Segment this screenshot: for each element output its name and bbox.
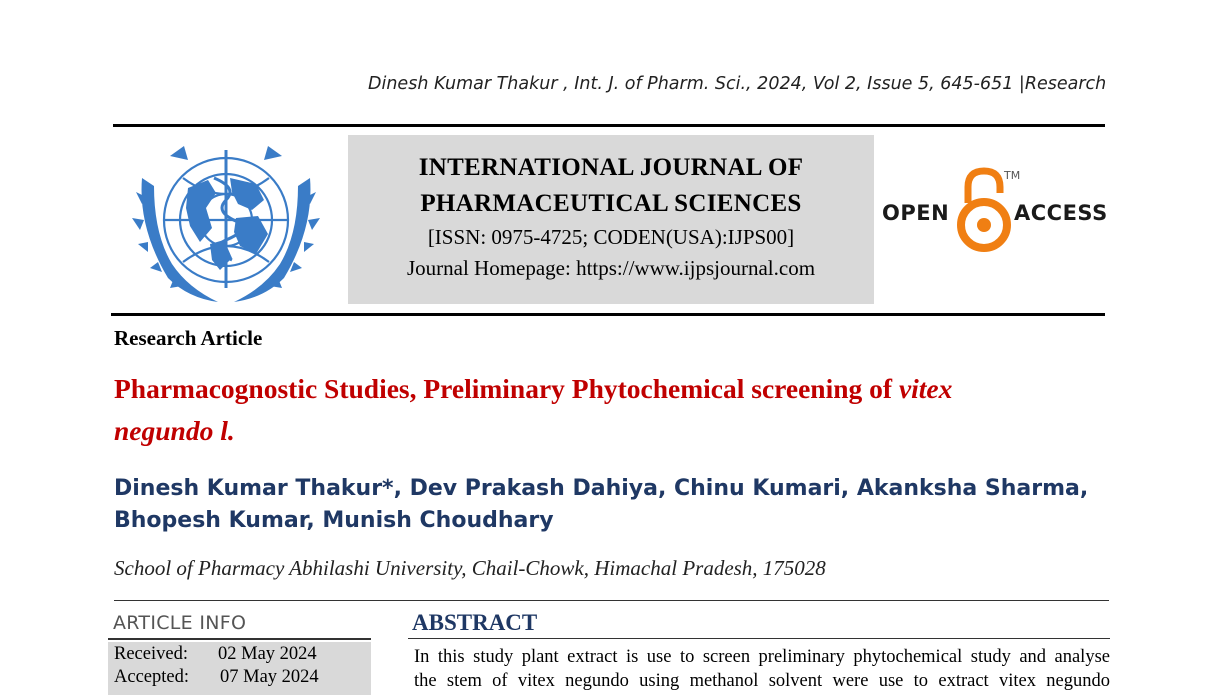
authors-line2: Bhopesh Kumar, Munish Choudhary xyxy=(114,508,554,533)
open-access-left-text: OPEN xyxy=(882,201,950,225)
article-info-rule xyxy=(108,638,371,640)
received-row xyxy=(114,644,317,665)
abstract-line2: the stem of vitex negundo using methanol solvent were use to extract vitex negundo xyxy=(414,671,1110,691)
abstract-heading: ABSTRACT xyxy=(412,610,538,635)
affiliation-rule xyxy=(114,600,1109,601)
article-title-species-1: vitex xyxy=(898,373,953,404)
journal-issn: [ISSN: 0975-4725; CODEN(USA):IJPS00] xyxy=(427,225,795,249)
journal-emblem-logo xyxy=(128,138,324,306)
affiliation: School of Pharmacy Abhilashi University, Chail-Chowk, Himachal Pradesh, 175028 xyxy=(114,556,826,580)
article-title-main: Pharmacognostic Studies, Preliminary Phytochemical screening of xyxy=(114,373,899,404)
header-rule-top xyxy=(113,124,1105,127)
journal-title-line1: INTERNATIONAL JOURNAL OF xyxy=(418,154,804,181)
received-date: 02 May 2024 xyxy=(218,644,317,664)
article-type: Research Article xyxy=(114,326,263,350)
running-header: Dinesh Kumar Thakur , Int. J. of Pharm. Sci., 2024, Vol 2, Issue 5, 645-651 |Research xyxy=(368,74,1107,94)
article-info-box xyxy=(108,642,371,695)
abstract-body xyxy=(414,645,1110,693)
article-info-heading: ARTICLE INFO xyxy=(113,612,247,634)
header-rule-bottom xyxy=(111,313,1105,316)
authors-line1: Dinesh Kumar Thakur*, Dev Prakash Dahiya, Chinu Kumari, Akanksha Sharma, xyxy=(114,476,1089,501)
article-title xyxy=(114,368,1114,452)
open-access-right-text: ACCESS xyxy=(1014,201,1108,225)
open-access-logo xyxy=(880,165,1110,255)
journal-title-line2: PHARMACEUTICAL SCIENCES xyxy=(420,190,802,217)
journal-info-box xyxy=(348,135,874,304)
accepted-date: 07 May 2024 xyxy=(220,667,319,687)
abstract-line1: In this study plant extract is use to screen preliminary phytochemical study and analyse xyxy=(414,647,1110,667)
abstract-rule xyxy=(408,638,1110,639)
journal-homepage: Journal Homepage: https://www.ijpsjournal.com xyxy=(406,256,816,280)
accepted-label: Accepted: xyxy=(114,667,189,687)
accepted-row xyxy=(114,667,319,688)
journal-title xyxy=(348,150,874,222)
author-list xyxy=(114,473,1114,537)
received-label: Received: xyxy=(114,644,188,664)
trademark-mark: TM xyxy=(1004,169,1021,182)
article-title-species-2: negundo l. xyxy=(114,415,235,446)
